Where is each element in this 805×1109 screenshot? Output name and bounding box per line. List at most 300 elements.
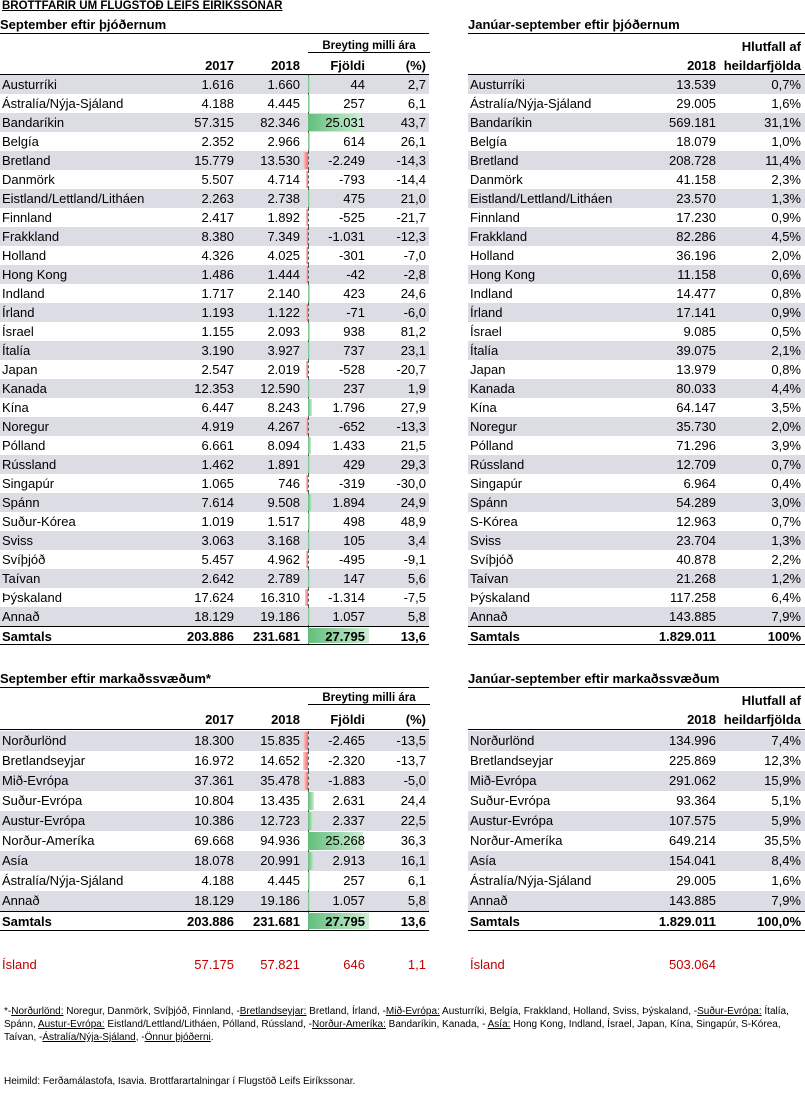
cell-name: Sviss: [470, 533, 502, 548]
cell-change-count: -495: [338, 552, 365, 567]
cell-name: Suður-Kórea: [2, 514, 76, 529]
footnote-text: Hong Kong, Indland, Ísrael, Japan, Kína, Singapúr, S-Kórea, Taívan, -: [4, 1019, 781, 1043]
cell-value-2018: 18.079: [676, 134, 716, 149]
footnote-region-label: Mið-Evrópa:: [385, 1006, 440, 1017]
cell-value-2017: 8.380: [201, 229, 234, 244]
cell-change-count: -301: [338, 248, 365, 263]
table3-total-row: [0, 911, 429, 931]
cell-name: Kanada: [2, 381, 47, 396]
cell-value-2017: 18.078: [194, 853, 234, 868]
table-row: [468, 170, 805, 189]
cell-value-2018: 746: [278, 476, 300, 491]
cell-name: Ísland: [2, 957, 37, 972]
cell-value-2018: 13.435: [260, 793, 300, 808]
footnote-region-label: Asía:: [487, 1019, 511, 1030]
cell-value-2018: 29.005: [676, 96, 716, 111]
cell-change-pct: -13,7: [396, 753, 426, 768]
cell-value-2018: 3.927: [267, 343, 300, 358]
table-row: [468, 569, 805, 588]
cell-name: Kanada: [470, 381, 515, 396]
cell-value-2018: 41.158: [676, 172, 716, 187]
cell-change-pct: 16,1: [400, 853, 426, 868]
table-row: [468, 132, 805, 151]
cell-value-2018: 93.364: [676, 793, 716, 808]
table4-total-row: [468, 911, 805, 931]
cell-name: Taívan: [2, 571, 41, 586]
cell-share: 2,2%: [771, 552, 801, 567]
cell-value-2018: 1.891: [267, 457, 300, 472]
table-row: [468, 379, 805, 398]
cell-change-pct: 81,2: [400, 324, 426, 339]
cell-name: Austur-Evrópa: [2, 813, 86, 828]
cell-value-2017: 6.661: [201, 438, 234, 453]
table-row: [468, 791, 805, 811]
table1-col-count: Fjöldi: [330, 58, 365, 73]
table-row: [0, 851, 429, 871]
cell-name: Eistland/Lettland/Litháen: [2, 191, 145, 206]
cell-change-count: 737: [343, 343, 365, 358]
table-row: [0, 751, 429, 771]
cell-value-2017: 2.547: [201, 362, 234, 377]
table-row: [0, 493, 429, 512]
cell-share: 1,3%: [771, 533, 801, 548]
cell-value-2018: 143.885: [669, 893, 716, 908]
cell-value-2018: 1.829.011: [658, 629, 716, 644]
table1-col-2018: 2018: [271, 58, 300, 73]
source-note: Heimild: Ferðamálastofa, Isavia. Brottfarartalningar í Flugstöð Leifs Eiríkssonar.: [4, 1076, 356, 1087]
table-row: [468, 189, 805, 208]
cell-value-2017: 1.155: [201, 324, 234, 339]
cell-value-2018: 12.723: [260, 813, 300, 828]
cell-change-pct: 21,0: [400, 191, 426, 206]
cell-change-pct: 13,6: [400, 629, 426, 644]
document-title: BROTTFARIR UM FLUGSTÖÐ LEIFS EIRÍKSSONAR: [2, 0, 283, 12]
cell-change-count: 25.031: [325, 115, 365, 130]
cell-share: 35,5%: [764, 833, 801, 848]
cell-value-2017: 1.717: [201, 286, 234, 301]
table-row: [0, 811, 429, 831]
cell-value-2017: 2.417: [201, 210, 234, 225]
table-row: [0, 341, 429, 360]
table-row: [0, 731, 429, 751]
cell-name: Kína: [2, 400, 29, 415]
cell-name: Indland: [2, 286, 45, 301]
cell-value-2018: 17.230: [676, 210, 716, 225]
table-row: [468, 284, 805, 303]
cell-share: 11,4%: [765, 153, 801, 168]
cell-name: Írland: [470, 305, 503, 320]
table3-iceland-row: [0, 955, 429, 974]
cell-name: Ástralía/Nýja-Sjáland: [470, 873, 592, 888]
cell-name: Bretland: [2, 153, 51, 168]
table-row: [468, 493, 805, 512]
cell-change-pct: -14,3: [396, 153, 426, 168]
cell-value-2018: 20.991: [260, 853, 300, 868]
footnote-region-label: Norður-Ameríka:: [311, 1019, 386, 1030]
cell-name: Holland: [2, 248, 47, 263]
cell-name: Ástralía/Nýja-Sjáland: [2, 96, 124, 111]
cell-value-2017: 18.129: [194, 609, 234, 624]
table3-col-pct: (%): [405, 712, 426, 727]
cell-value-2018: 2.966: [267, 134, 300, 149]
cell-name: Svíþjóð: [2, 552, 46, 567]
table1-heading: September eftir þjóðernum: [0, 16, 429, 34]
cell-value-2018: 57.821: [260, 957, 300, 972]
cell-change-pct: 43,7: [400, 115, 426, 130]
cell-change-count: -1.883: [328, 773, 365, 788]
cell-name: Danmörk: [2, 172, 55, 187]
cell-change-pct: 24,6: [400, 286, 426, 301]
cell-name: Bandaríkin: [470, 115, 533, 130]
table-row: [0, 531, 429, 550]
cell-share: 2,1%: [771, 343, 801, 358]
table-row: [0, 284, 429, 303]
cell-value-2017: 37.361: [194, 773, 234, 788]
cell-value-2017: 18.129: [194, 893, 234, 908]
table-row: [468, 227, 805, 246]
cell-change-count: 27.795: [325, 914, 365, 929]
cell-value-2018: 231.681: [253, 629, 300, 644]
cell-name: Írland: [2, 305, 35, 320]
cell-share: 7,9%: [771, 609, 801, 624]
cell-share: 1,6%: [771, 96, 801, 111]
cell-change-pct: 24,4: [400, 793, 426, 808]
cell-value-2017: 2.642: [201, 571, 234, 586]
cell-name: Austurríki: [470, 77, 525, 92]
cell-share: 1,3%: [771, 191, 801, 206]
table2-heading: Janúar-september eftir þjóðernum: [468, 16, 805, 34]
cell-name: Þýskaland: [2, 590, 62, 605]
cell-share: 0,7%: [771, 77, 801, 92]
cell-share: 7,4%: [771, 733, 801, 748]
cell-name: Annað: [2, 893, 40, 908]
cell-name: Svíþjóð: [470, 552, 514, 567]
table-row: [468, 531, 805, 550]
footnote-text: .: [210, 1032, 214, 1043]
cell-value-2018: 36.196: [676, 248, 716, 263]
cell-value-2018: 9.508: [267, 495, 300, 510]
table-row: [468, 265, 805, 284]
cell-name: Singapúr: [2, 476, 55, 491]
cell-value-2018: 23.570: [676, 191, 716, 206]
table-row: [0, 512, 429, 531]
cell-name: Austur-Evrópa: [470, 813, 554, 828]
table-row: [468, 208, 805, 227]
cell-name: Samtals: [2, 914, 52, 929]
table-row: [468, 360, 805, 379]
cell-value-2018: 143.885: [669, 609, 716, 624]
table-row: [468, 607, 805, 626]
table-row: [0, 474, 429, 493]
table-row: [468, 871, 805, 891]
table-row: [468, 94, 805, 113]
cell-change-pct: 13,6: [400, 914, 426, 929]
cell-value-2018: 80.033: [676, 381, 716, 396]
cell-change-count: 498: [343, 514, 365, 529]
cell-change-pct: 27,9: [400, 400, 426, 415]
cell-share: 0,8%: [771, 286, 801, 301]
table2-total-row: [468, 626, 805, 645]
cell-name: Hong Kong: [470, 267, 536, 282]
cell-value-2018: 13.979: [676, 362, 716, 377]
cell-value-2018: 1.829.011: [658, 914, 716, 929]
cell-change-pct: -2,8: [403, 267, 426, 282]
table-row: [0, 871, 429, 891]
footnote-text: Austurríki, Belgía, Frakkland, Holland, Sviss, Þýskaland, -: [439, 1006, 698, 1017]
cell-share: 3,9%: [771, 438, 801, 453]
table-row: [0, 607, 429, 626]
cell-value-2018: 291.062: [669, 773, 716, 788]
footnote-text: Bandaríkin, Kanada, -: [385, 1019, 488, 1030]
table-row: [468, 731, 805, 751]
cell-name: Kína: [470, 400, 497, 415]
cell-value-2018: 4.714: [267, 172, 300, 187]
cell-value-2018: 208.728: [669, 153, 716, 168]
cell-share: 7,9%: [771, 893, 801, 908]
cell-value-2018: 503.064: [669, 957, 716, 972]
table-row: [0, 303, 429, 322]
cell-share: 100,0%: [756, 914, 801, 929]
cell-share: 2,0%: [771, 419, 801, 434]
cell-value-2018: 1.660: [267, 77, 300, 92]
cell-value-2018: 15.835: [260, 733, 300, 748]
cell-change-pct: -12,3: [396, 229, 426, 244]
cell-value-2017: 1.486: [201, 267, 234, 282]
cell-change-count: -525: [338, 210, 365, 225]
table-row: [0, 360, 429, 379]
cell-value-2017: 15.779: [194, 153, 234, 168]
cell-name: Bretlandseyjar: [470, 753, 554, 768]
table-row: [468, 455, 805, 474]
cell-name: Belgía: [470, 134, 507, 149]
cell-value-2017: 18.300: [194, 733, 234, 748]
cell-value-2018: 4.267: [267, 419, 300, 434]
cell-value-2018: 14.652: [260, 753, 300, 768]
footnote-region-label: Norðurlönd:: [11, 1006, 64, 1017]
cell-value-2018: 1.444: [267, 267, 300, 282]
cell-change-count: -652: [338, 419, 365, 434]
footnote-region-label: Suður-Evrópa:: [697, 1006, 762, 1017]
table-row: [468, 831, 805, 851]
table-row: [468, 550, 805, 569]
footnote-regions: [4, 1005, 802, 1044]
cell-name: Hong Kong: [2, 267, 68, 282]
cell-value-2018: 39.075: [676, 343, 716, 358]
cell-value-2018: 4.962: [267, 552, 300, 567]
table-row: [0, 227, 429, 246]
cell-value-2017: 57.315: [194, 115, 234, 130]
cell-name: Spánn: [470, 495, 508, 510]
cell-name: Rússland: [470, 457, 525, 472]
table-row: [468, 588, 805, 607]
cell-name: Annað: [470, 893, 508, 908]
cell-value-2018: 9.085: [683, 324, 716, 339]
cell-change-count: 147: [343, 571, 365, 586]
cell-name: Asía: [470, 853, 497, 868]
footnote-region-label: Bretlandseyjar:: [239, 1006, 307, 1017]
table-row: [0, 170, 429, 189]
cell-name: Pólland: [2, 438, 46, 453]
table-row: [468, 303, 805, 322]
cell-share: 1,2%: [771, 571, 801, 586]
cell-change-count: -1.314: [328, 590, 365, 605]
cell-value-2017: 17.624: [194, 590, 234, 605]
cell-value-2018: 6.964: [683, 476, 716, 491]
cell-name: Bandaríkin: [2, 115, 65, 130]
footnote-region-label: Ástralía/Nýja-Sjáland: [42, 1032, 136, 1043]
cell-change-count: 1.057: [332, 609, 365, 624]
cell-name: Mið-Evrópa: [2, 773, 69, 788]
footnote-region-label: Önnur þjóðerni: [144, 1032, 211, 1043]
cell-name: Noregur: [2, 419, 49, 434]
table-row: [0, 208, 429, 227]
cell-share: 6,4%: [771, 590, 801, 605]
table3-group-header: Breyting milli ára: [308, 692, 430, 705]
cell-value-2018: 1.122: [267, 305, 300, 320]
cell-change-pct: -6,0: [403, 305, 426, 320]
cell-name: Noregur: [470, 419, 517, 434]
cell-name: Samtals: [470, 914, 520, 929]
cell-change-count: 44: [350, 77, 365, 92]
cell-change-count: 2.913: [332, 853, 365, 868]
cell-name: Austurríki: [2, 77, 57, 92]
table-row: [0, 246, 429, 265]
cell-value-2018: 1.892: [267, 210, 300, 225]
cell-share: 0,7%: [771, 514, 801, 529]
cell-name: Annað: [470, 609, 508, 624]
cell-change-pct: -30,0: [396, 476, 426, 491]
cell-value-2018: 54.289: [676, 495, 716, 510]
cell-change-pct: 6,1: [407, 96, 426, 111]
cell-name: Finnland: [470, 210, 520, 225]
cell-name: Spánn: [2, 495, 40, 510]
cell-change-count: -42: [346, 267, 365, 282]
table-row: [0, 791, 429, 811]
cell-value-2017: 2.263: [201, 191, 234, 206]
cell-name: Japan: [2, 362, 38, 377]
table4-col-share-line2: heildarfjölda: [723, 712, 801, 727]
cell-share: 15,9%: [764, 773, 801, 788]
cell-share: 0,4%: [771, 476, 801, 491]
cell-change-count: -2.320: [328, 753, 365, 768]
cell-name: Rússland: [2, 457, 57, 472]
table-row: [0, 132, 429, 151]
cell-value-2018: 12.963: [676, 514, 716, 529]
cell-value-2017: 5.457: [201, 552, 234, 567]
cell-value-2018: 2.140: [267, 286, 300, 301]
table-row: [468, 436, 805, 455]
cell-value-2018: 14.477: [676, 286, 716, 301]
cell-change-count: 25.268: [325, 833, 365, 848]
cell-change-count: 938: [343, 324, 365, 339]
cell-name: Pólland: [470, 438, 514, 453]
cell-name: Asía: [2, 853, 29, 868]
cell-name: Sviss: [2, 533, 34, 548]
cell-change-pct: -14,4: [396, 172, 426, 187]
table-row: [468, 322, 805, 341]
table2-col-share-line1: Hlutfall af: [741, 39, 801, 54]
cell-value-2018: 13.530: [260, 153, 300, 168]
cell-change-count: -2.465: [328, 733, 365, 748]
cell-change-count: 423: [343, 286, 365, 301]
cell-name: Þýskaland: [470, 590, 530, 605]
cell-change-count: 1.433: [332, 438, 365, 453]
cell-change-count: 475: [343, 191, 365, 206]
cell-change-pct: 29,3: [400, 457, 426, 472]
cell-change-count: 257: [343, 96, 365, 111]
table-row: [468, 751, 805, 771]
table4-iceland-row: [468, 955, 805, 974]
cell-value-2018: 11.158: [677, 267, 716, 282]
cell-change-pct: 22,5: [400, 813, 426, 828]
cell-value-2017: 5.507: [201, 172, 234, 187]
cell-value-2017: 69.668: [194, 833, 234, 848]
cell-name: Norður-Ameríka: [470, 833, 563, 848]
cell-change-pct: 5,8: [407, 893, 426, 908]
cell-change-pct: 5,6: [407, 571, 426, 586]
table4-heading: Janúar-september eftir markaðssvæðum: [468, 670, 805, 688]
cell-value-2018: 2.789: [267, 571, 300, 586]
cell-value-2018: 40.878: [676, 552, 716, 567]
table-row: [0, 265, 429, 284]
table-row: [0, 831, 429, 851]
footnote-region-label: Austur-Evrópa:: [37, 1019, 105, 1030]
table4-col-share-line1: Hlutfall af: [741, 693, 801, 708]
cell-value-2018: 82.286: [676, 229, 716, 244]
cell-value-2017: 1.019: [201, 514, 234, 529]
cell-value-2017: 203.886: [187, 629, 234, 644]
cell-value-2018: 2.019: [267, 362, 300, 377]
cell-name: Frakkland: [2, 229, 60, 244]
cell-name: Taívan: [470, 571, 509, 586]
table3-heading: September eftir markaðssvæðum*: [0, 670, 429, 688]
cell-name: Bretland: [470, 153, 519, 168]
cell-value-2017: 4.326: [201, 248, 234, 263]
cell-value-2018: 3.168: [267, 533, 300, 548]
cell-change-pct: -7,5: [403, 590, 426, 605]
cell-share: 8,4%: [771, 853, 801, 868]
footnote-text: Eistland/Lettland/Litháen, Pólland, Rússland, -: [104, 1019, 312, 1030]
cell-change-count: -71: [346, 305, 365, 320]
cell-change-count: 1.894: [332, 495, 365, 510]
cell-share: 100%: [767, 629, 801, 644]
cell-share: 2,3%: [771, 172, 801, 187]
table-row: [468, 811, 805, 831]
cell-name: Norður-Ameríka: [2, 833, 95, 848]
cell-value-2018: 107.575: [669, 813, 716, 828]
cell-value-2017: 1.193: [201, 305, 234, 320]
cell-share: 31,1%: [764, 115, 801, 130]
table-row: [468, 75, 805, 94]
cell-share: 0,5%: [771, 324, 801, 339]
cell-share: 4,5%: [771, 229, 801, 244]
footnote-text: Ítalía, Spánn,: [4, 1006, 789, 1030]
cell-value-2018: 16.310: [260, 590, 300, 605]
cell-name: Danmörk: [470, 172, 523, 187]
table-row: [468, 771, 805, 791]
cell-change-count: 257: [343, 873, 365, 888]
cell-value-2018: 117.258: [669, 590, 716, 605]
cell-value-2018: 64.147: [676, 400, 716, 415]
cell-name: Suður-Evrópa: [2, 793, 83, 808]
cell-name: Eistland/Lettland/Litháen: [470, 191, 613, 206]
cell-share: 5,1%: [771, 793, 801, 808]
cell-value-2018: 29.005: [676, 873, 716, 888]
cell-value-2017: 10.804: [194, 793, 234, 808]
cell-value-2018: 225.869: [669, 753, 716, 768]
cell-value-2018: 154.041: [669, 853, 716, 868]
cell-name: Indland: [470, 286, 513, 301]
